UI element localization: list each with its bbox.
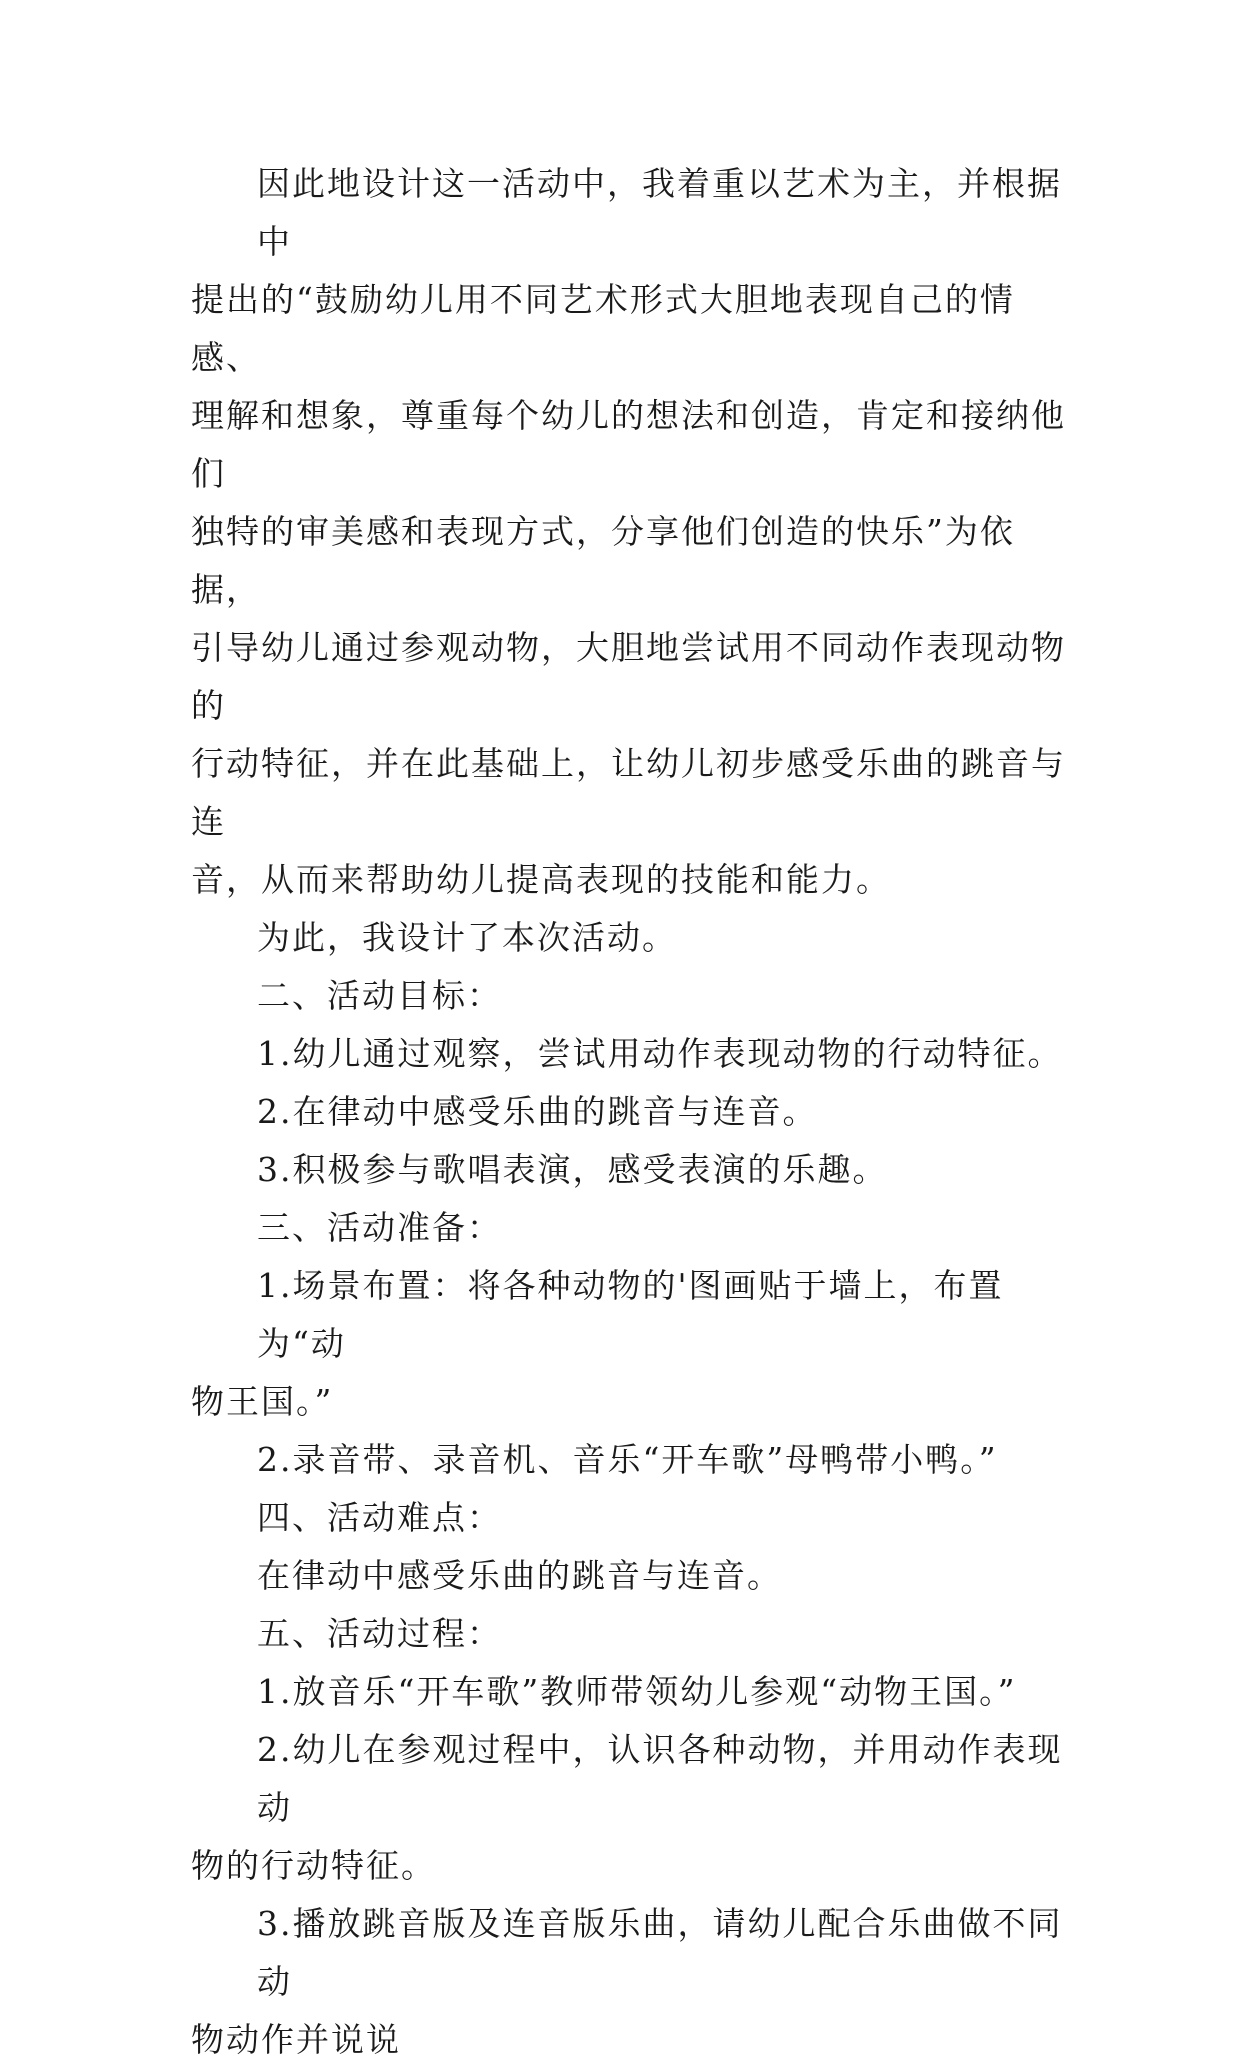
paragraph	[191, 1547, 1071, 1605]
paragraph	[191, 155, 1071, 909]
text-line: 二、活动目标：	[257, 976, 502, 1015]
text-line: 三、活动准备：	[257, 1208, 502, 1247]
text-line: 3.积极参与歌唱表演，感受表演的乐趣。	[257, 1150, 888, 1189]
paragraph	[191, 1199, 1071, 1257]
paragraph	[191, 967, 1071, 1025]
paragraph	[191, 1721, 1071, 1895]
text-line: 为此，我设计了本次活动。	[257, 918, 677, 957]
paragraph	[191, 1431, 1071, 1489]
text-line: 2.幼儿在参观过程中，认识各种动物，并用动作表现动	[257, 1730, 1063, 1827]
paragraph	[191, 1895, 1071, 2069]
text-line: 物动作并说说	[191, 2020, 401, 2059]
text-line: 因此地设计这一活动中，我着重以艺术为主，并根据中	[257, 164, 1062, 261]
text-line: 2.录音带、录音机、音乐“开车歌”母鸭带小鸭。”	[257, 1440, 998, 1479]
paragraph	[191, 909, 1071, 967]
text-line: 五、活动过程：	[257, 1614, 502, 1653]
text-line: 引导幼儿通过参观动物，大胆地尝试用不同动作表现动物的	[191, 628, 1066, 725]
text-line: 3.播放跳音版及连音版乐曲，请幼儿配合乐曲做不同动	[257, 1904, 1063, 2001]
text-line: 四、活动难点：	[257, 1498, 502, 1537]
paragraph	[191, 1605, 1071, 1663]
text-line: 1.幼儿通过观察，尝试用动作表现动物的行动特征。	[257, 1034, 1063, 1073]
text-line: 1.场景布置：将各种动物的'图画贴于墙上，布置为“动	[257, 1266, 1004, 1363]
document-body	[191, 155, 1071, 2069]
text-line: 物的行动特征。	[191, 1846, 436, 1885]
text-line: 行动特征，并在此基础上，让幼儿初步感受乐曲的跳音与连	[191, 744, 1066, 841]
text-line: 理解和想象，尊重每个幼儿的想法和创造，肯定和接纳他们	[191, 396, 1066, 493]
paragraph	[191, 1489, 1071, 1547]
paragraph	[191, 1141, 1071, 1199]
text-line: 音，从而来帮助幼儿提高表现的技能和能力。	[191, 860, 891, 899]
text-line: 物王国。”	[191, 1382, 334, 1421]
text-line: 1.放音乐“开车歌”教师带领幼儿参观“动物王国。”	[257, 1672, 1017, 1711]
text-line: 独特的审美感和表现方式，分享他们创造的快乐”为依据，	[191, 512, 1015, 609]
text-line: 2.在律动中感受乐曲的跳音与连音。	[257, 1092, 818, 1131]
text-line: 在律动中感受乐曲的跳音与连音。	[257, 1556, 782, 1595]
paragraph	[191, 1083, 1071, 1141]
paragraph	[191, 1025, 1071, 1083]
text-line: 提出的“鼓励幼儿用不同艺术形式大胆地表现自己的情感、	[191, 280, 1015, 377]
paragraph	[191, 1257, 1071, 1431]
paragraph	[191, 1663, 1071, 1721]
